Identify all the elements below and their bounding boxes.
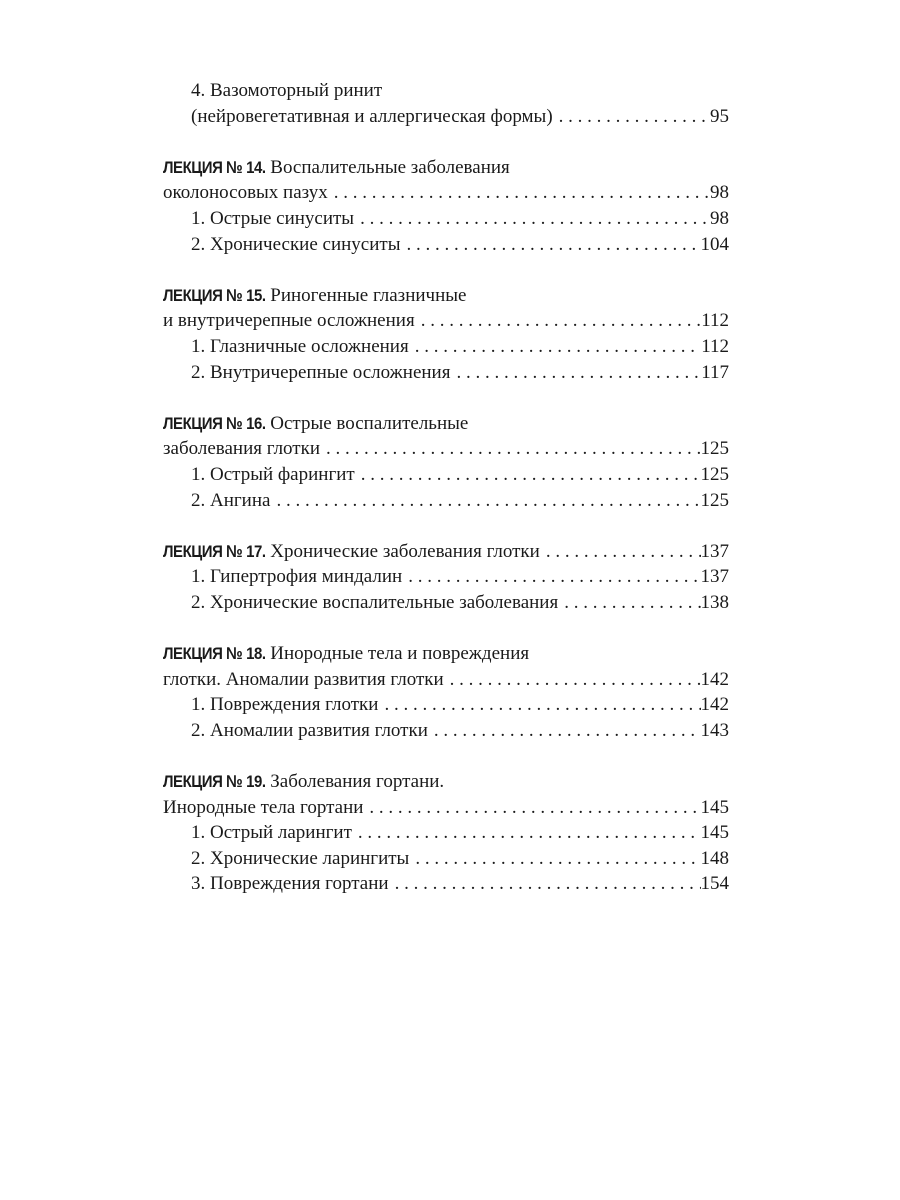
lecture-title: и внутричерепные осложнения (163, 310, 415, 332)
dot-leader (389, 871, 701, 897)
toc-entry-vasomotor-rhinitis (163, 78, 729, 129)
lecture-heading-line (163, 436, 729, 462)
toc-page-number: 125 (700, 463, 729, 485)
lecture-heading-line (163, 795, 729, 821)
lecture-title: заболевания глотки (163, 438, 321, 460)
toc-entry-line (163, 104, 729, 130)
lecture-heading-line (163, 308, 729, 334)
lecture-title: околоносовых пазух (163, 182, 328, 204)
toc-entry-label: 2. Внутричерепные осложнения (191, 361, 451, 383)
lecture-label: ЛЕКЦИЯ № 14. (163, 157, 266, 177)
lecture-heading-line (163, 155, 729, 181)
dot-leader (320, 436, 700, 462)
dot-leader (270, 488, 700, 514)
dot-leader (444, 667, 701, 693)
toc-page-number: 112 (701, 335, 729, 357)
lecture-title: Риногенные глазничные (270, 284, 467, 306)
toc-page-number: 154 (700, 873, 729, 895)
dot-leader (428, 718, 701, 744)
toc-entry-line (163, 871, 729, 897)
dot-leader (400, 232, 700, 258)
toc-page-number: 137 (700, 540, 729, 562)
dot-leader (363, 795, 700, 821)
toc-lecture-17 (163, 539, 729, 616)
toc-entry-line (163, 820, 729, 846)
lecture-label: ЛЕКЦИЯ № 16. (163, 413, 266, 433)
toc-entry-label: 1. Острый ларингит (191, 822, 352, 844)
toc-page-number: 125 (700, 438, 729, 460)
dot-leader (450, 360, 701, 386)
lecture-heading (163, 539, 540, 565)
toc-entry-line (163, 564, 729, 590)
toc-entry-line (163, 206, 729, 232)
toc-entry-label: 2. Ангина (191, 489, 271, 511)
lecture-heading (163, 283, 466, 309)
lecture-heading-line (163, 539, 729, 565)
toc-entry-label: 1. Острые синуситы (191, 207, 355, 229)
toc-entry-line (163, 232, 729, 258)
toc-lecture-16 (163, 411, 729, 513)
lecture-heading (163, 769, 444, 795)
dot-leader (354, 206, 710, 232)
toc-entry-line (163, 718, 729, 744)
toc-entry-line (163, 846, 729, 872)
toc-page-number: 145 (700, 822, 729, 844)
lecture-title: Заболевания гортани. (270, 771, 445, 793)
toc-page-number: 117 (701, 361, 729, 383)
toc-page-number: 104 (700, 233, 729, 255)
toc-lecture-19 (163, 769, 729, 897)
toc-page-number: 125 (700, 489, 729, 511)
toc-entry-label: 2. Аномалии развития глотки (191, 719, 428, 741)
dot-leader (540, 539, 701, 565)
dot-leader (402, 564, 700, 590)
toc-page-number: 143 (700, 719, 729, 741)
toc-page-number: 137 (700, 566, 729, 588)
lecture-title: Инородные тела гортани (163, 796, 364, 818)
lecture-label: ЛЕКЦИЯ № 18. (163, 644, 266, 664)
toc-page-number: 142 (700, 668, 729, 690)
toc-page-number: 112 (701, 310, 729, 332)
lecture-title: Хронические заболевания глотки (270, 540, 540, 562)
toc-page-number: 98 (710, 207, 729, 229)
dot-leader (352, 820, 701, 846)
toc-page-number: 142 (700, 694, 729, 716)
dot-leader (558, 590, 700, 616)
lecture-heading-line (163, 641, 729, 667)
dot-leader (553, 104, 710, 130)
lecture-heading-line (163, 180, 729, 206)
toc-lecture-14 (163, 155, 729, 257)
toc-entry-label: 2. Хронические воспалительные заболевания (191, 591, 559, 613)
dot-leader (378, 692, 700, 718)
toc-entry-line (163, 78, 729, 104)
lecture-title: Острые воспалительные (270, 412, 469, 434)
toc-lecture-15 (163, 283, 729, 385)
toc-entry-label: 1. Повреждения глотки (191, 694, 379, 716)
lecture-heading (163, 641, 529, 667)
toc-page-number: 95 (710, 105, 729, 127)
dot-leader (328, 180, 710, 206)
toc-entry-label: 1. Глазничные осложнения (191, 335, 409, 357)
lecture-heading-line (163, 769, 729, 795)
toc-entry-line (163, 360, 729, 386)
toc-entry-label: 1. Острый фарингит (191, 463, 355, 485)
toc-entry-label: 3. Повреждения гортани (191, 873, 389, 895)
toc-entry-line (163, 462, 729, 488)
lecture-heading (163, 411, 468, 437)
lecture-label: ЛЕКЦИЯ № 17. (163, 541, 266, 561)
toc-entry-line (163, 692, 729, 718)
lecture-heading-line (163, 283, 729, 309)
table-of-contents (163, 78, 729, 923)
lecture-title: Инородные тела и повреждения (270, 643, 530, 665)
toc-page-number: 138 (700, 591, 729, 613)
dot-leader (355, 462, 701, 488)
toc-entry-line (163, 488, 729, 514)
lecture-title: глотки. Аномалии развития глотки (163, 668, 444, 690)
toc-entry-line (163, 334, 729, 360)
dot-leader (409, 846, 700, 872)
toc-entry-label: 4. Вазомоторный ринит (191, 80, 383, 101)
lecture-label: ЛЕКЦИЯ № 19. (163, 772, 266, 792)
lecture-heading-line (163, 667, 729, 693)
toc-lecture-18 (163, 641, 729, 743)
toc-page-number: 98 (710, 182, 729, 204)
dot-leader (415, 308, 702, 334)
toc-entry-label: 1. Гипертрофия миндалин (191, 566, 403, 588)
toc-entry-label: 2. Хронические ларингиты (191, 847, 410, 869)
toc-page-number: 148 (700, 847, 729, 869)
toc-entry-label: (нейровегетативная и аллергическая формы) (191, 105, 553, 127)
toc-entry-label: 2. Хронические синуситы (191, 233, 401, 255)
toc-entry-line (163, 590, 729, 616)
dot-leader (409, 334, 702, 360)
lecture-heading (163, 155, 510, 181)
toc-page-number: 145 (700, 796, 729, 818)
lecture-title: Воспалительные заболевания (270, 156, 510, 178)
lecture-label: ЛЕКЦИЯ № 15. (163, 285, 266, 305)
lecture-heading-line (163, 411, 729, 437)
